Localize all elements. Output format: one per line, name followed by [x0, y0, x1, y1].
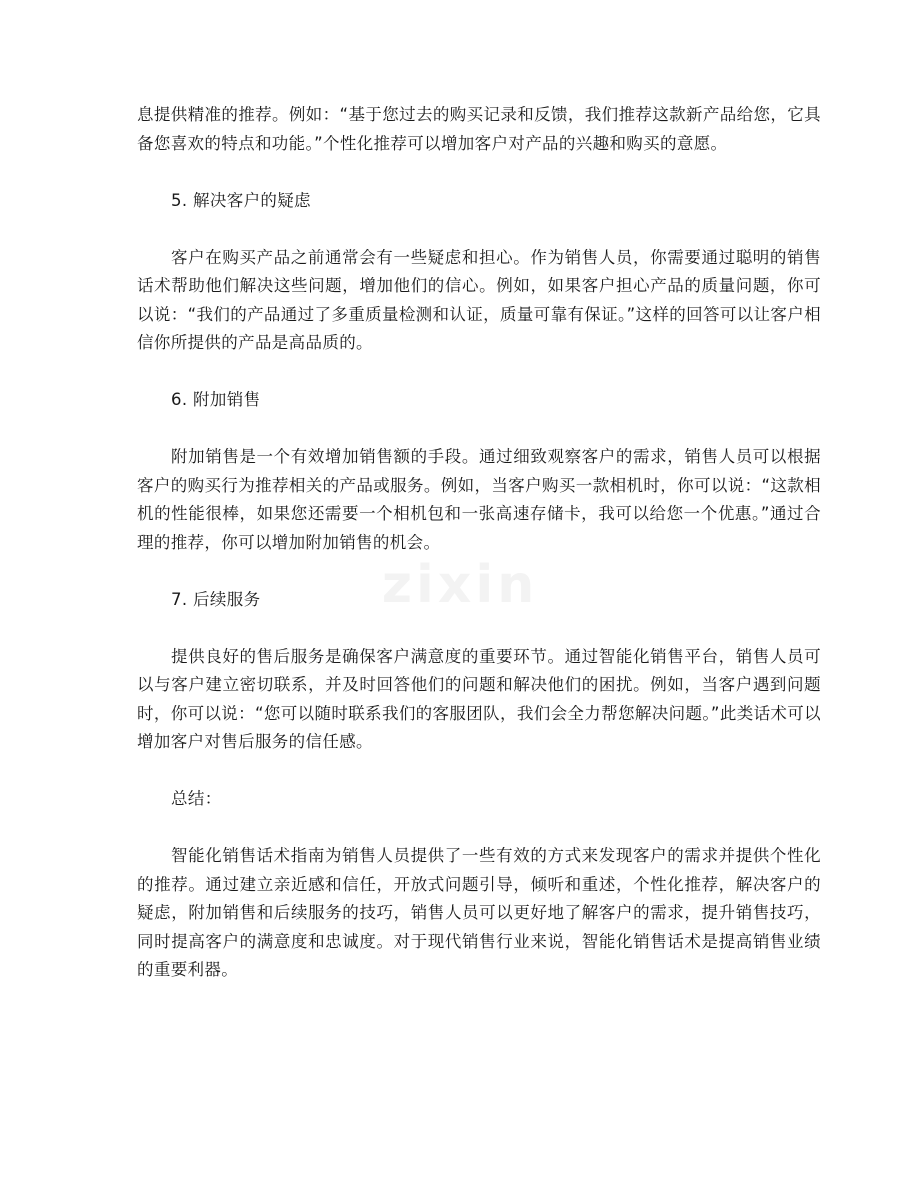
paragraph-add-on-sales: 附加销售是一个有效增加销售额的手段。通过细致观察客户的需求，销售人员可以根据客户的购买行为推荐相关的产品或服务。例如，当客户购买一款相机时，你可以说：“这款相机的性能很棒，如果您还需要一个相机包和一张高速存储卡，我可以给您一个优惠。”通过合理的推荐，你可以增加附加销售的机会。: [137, 447, 821, 552]
watermark-logo: zixin: [381, 555, 539, 615]
section-heading-5: 5. 解决客户的疑虑: [171, 190, 311, 210]
document-body: [137, 101, 821, 1013]
section-heading-6: 6. 附加销售: [171, 390, 261, 409]
paragraph-personalized-recommendation-continued: 息提供精准的推荐。例如：“基于您过去的购买记录和反馈，我们推荐这款新产品给您，它具备您喜欢的特点和功能。”个性化推荐可以增加客户对产品的兴趣和购买的意愿。: [137, 105, 821, 153]
paragraph-after-sales-service: 提供良好的售后服务是确保客户满意度的重要环节。通过智能化销售平台，销售人员可以与客户建立密切联系，并及时回答他们的问题和解决他们的困扰。例如，当客户遇到问题时，你可以说：“您可以随时联系我们的客服团队，我们会全力帮您解决问题。”此类话术可以增加客户对售后服务的信任感。: [137, 646, 821, 751]
paragraph-summary: 智能化销售话术指南为销售人员提供了一些有效的方式来发现客户的需求并提供个性化的推荐。通过建立亲近感和信任，开放式问题引导，倾听和重述，个性化推荐，解决客户的疑虑，附加销售和后续服务的技巧，销售人员可以更好地了解客户的需求，提升销售技巧，同时提高客户的满意度和忠诚度。对于现代销售行业来说，智能化销售话术是提高销售业绩的重要利器。: [137, 846, 821, 979]
summary-heading: 总结：: [171, 789, 222, 808]
paragraph-resolve-doubts: 客户在购买产品之前通常会有一些疑虑和担心。作为销售人员，你需要通过聪明的销售话术帮助他们解决这些问题，增加他们的信心。例如，如果客户担心产品的质量问题，你可以说：“我们的产品通过了多重质量检测和认证，质量可靠有保证。”这样的回答可以让客户相信你所提供的产品是高品质的。: [137, 247, 821, 352]
section-heading-7: 7. 后续服务: [171, 589, 261, 609]
